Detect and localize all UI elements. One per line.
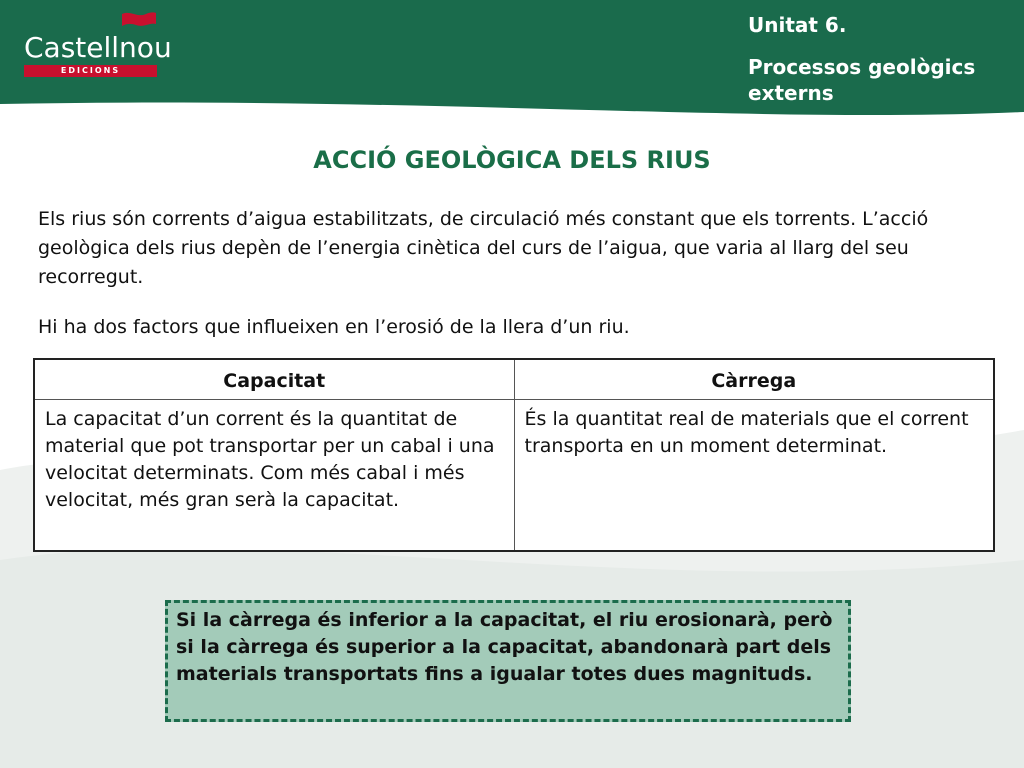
logo-subtitle: EDICIONS bbox=[60, 66, 121, 75]
page-title: ACCIÓ GEOLÒGICA DELS RIUS bbox=[313, 146, 711, 174]
table-cell-carrega: És la quantitat real de materials que el corrent transporta en un moment determinat. bbox=[514, 399, 994, 551]
conclusion-note: Si la càrrega és inferior a la capacitat, el riu erosionarà, però si la càrrega és superior a la capacitat, abandonarà part dels materials transportats fins a igualar totes dues magnituds. bbox=[165, 600, 851, 722]
table-header-capacitat: Capacitat bbox=[34, 359, 514, 399]
table-header-carrega: Càrrega bbox=[514, 359, 994, 399]
comparison-table bbox=[33, 358, 995, 552]
table-row bbox=[34, 399, 994, 551]
logo-name: Castellnou bbox=[24, 31, 172, 64]
intro-paragraph: Els rius són corrents d’aigua estabilitzats, de circulació més constant que els torrents. L’acció geològica dels rius depèn de l’energia cinètica del curs de l’aigua, que varia al llarg del seu recorregut. bbox=[38, 208, 929, 288]
table-cell-capacitat: La capacitat d’un corrent és la quantitat de material que pot transportar per un cabal i una velocitat determinats. Com més cabal i més velocitat, més gran serà la capacitat. bbox=[34, 399, 514, 551]
flag-icon bbox=[120, 10, 158, 32]
factors-paragraph: Hi ha dos factors que influeixen en l’erosió de la llera d’un riu. bbox=[38, 316, 630, 338]
castellnou-logo bbox=[24, 10, 172, 76]
unit-title: Unitat 6. bbox=[748, 13, 847, 37]
unit-subtitle: Processos geològics externs bbox=[748, 55, 976, 105]
table-header-row bbox=[34, 359, 994, 399]
